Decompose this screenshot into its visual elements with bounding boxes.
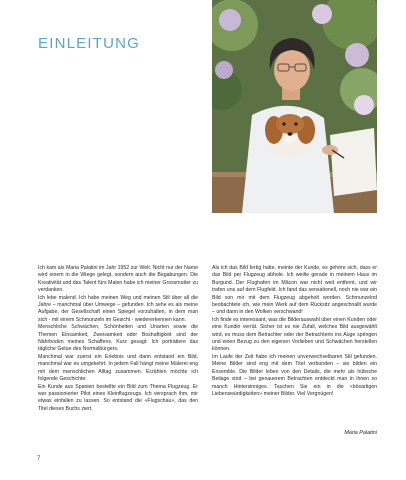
author-photo	[212, 0, 377, 213]
paragraph: Ich finde es interessant, was die Bilderauswahl über einen Kunden oder eine Kundin verrät. Sicher ist es nie Zufall, welches Bild ausgewählt wird, es muss dem Betrachter oder der Betrachterin ins Auge springen und einen Bezug zu den eigenen Vorlieben und Schwächen herstellen können.	[212, 316, 377, 353]
paragraph: Ein Kunde aus Spanien bestellte ein Bild zum Thema Flugzeug. Er war passionierter Pilot eines Kleinflugzeugs. Ich versprach ihm, mir etwas einfallen zu lassen. So entstand die «Flugschau», das den Titel dieses Buchs ziert.	[38, 383, 198, 412]
paragraph: Menschliche Schwächen, Schönheiten und Unarten sowie die Themen Einsamkeit, Zweisamkeit oder Boshaftigkeit sind der Nährboden meines Schaffens. Kurz gesagt: Ich porträtiere das tägliche Getue des Normalbürgers.	[38, 324, 198, 353]
author-signature: Maria Palatini	[344, 430, 377, 436]
paragraph: Ich lebe malend. Ich habe meinen Weg und meinen Stil über all die Jahre – manchmal über Umwege – gefunden. Ich sehe es als meine Aufgabe, der Gesellschaft einen Spiegel vorzuhalten, in dem man sich - mit einem Schmunzeln im Gesicht - wiedererkennen kann.	[38, 294, 198, 323]
text-column-right	[212, 265, 377, 398]
paragraph: Im Laufe der Zeit habe ich meinen unverwechselbaren Stil gefunden. Meine Bilder sind eng mit dem Titel verbunden – sie bilden ein Ensemble. Die Bilder leben von den Details, die mehr als hübsche Beilage sind – bei genauerem Betrachten entdeckt man in ihnen so manch Hintersinniges. Tauchen Sie ein in die «bösartigen Liebenswürdigkeiten» meiner Bilder. Viel Vergnügen!	[212, 353, 377, 397]
paragraph: Manchmal war zuerst ein Erlebnis und dann entstand ein Bild, manchmal war es umgekehrt. In jedem Fall hängt meine Malerei eng mit dem menschlichen Alltag zusammen. Erzählen möchte ich folgende Geschichte:	[38, 353, 198, 383]
page-number: 7	[37, 456, 41, 462]
page-heading: EINLEITUNG	[38, 35, 141, 52]
paragraph: Ich kam als Maria Palatini im Jahr 1952 zur Welt. Nicht nur der Name wird einem in die Wiege gelegt, sondern auch die Begabungen. Die Kreativität und das Talent fürs Malen habe ich meiner Grossmutter zu verdanken.	[38, 265, 198, 294]
paragraph: Als ich das Bild fertig hatte, meinte der Kunde, es gehöre sich, dass er das Bild per Flugzeug abhole. Ich weilte gerade in meinem Haus im Burgund. Der Flughafen im Mâcon war nicht weit entfernt, und wir trafen uns auf dem Flugfeld. Ich fand das sensationell, noch nie war ein Bild von mir mit dem Flugzeug abgeholt worden. Schmunzelnd beobachtete ich, wie mein Werk auf dem Rücksitz angeschnallt wurde – und dann in den Wolken verschwand!	[212, 265, 377, 316]
text-column-left	[38, 265, 198, 413]
